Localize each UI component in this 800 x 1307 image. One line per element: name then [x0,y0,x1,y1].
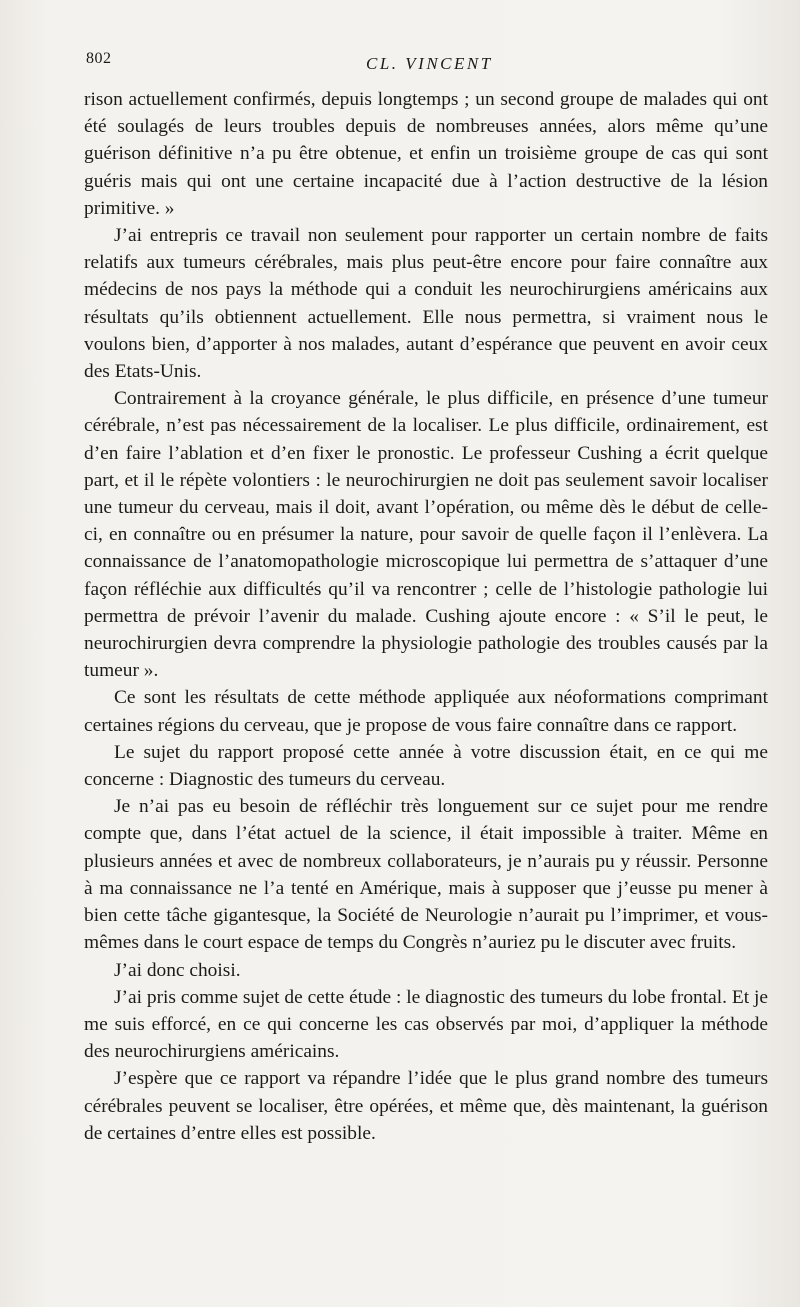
paragraph-continuation: rison actuellement confirmés, depuis longtemps ; un second groupe de malades qui ont été soulagés de leurs troubles depuis de nombreuses années, alors même qu’une guérison définitive n’a pu être obtenue, et enfin un troisième groupe de cas qui sont guéris mais qui ont une certaine incapacité due à l’action destructive de la lésion primitive. » [84,89,768,219]
paragraph-choice: J’ai donc choisi. [114,959,241,981]
paragraph-purpose: J’ai entrepris ce travail non seulement pour rapporter un certain nombre de faits relatifs aux tumeurs cérébrales, mais plus peut-être encore pour faire connaître aux médecins de nos pays la méthode qui a conduit les neurochirurgiens américains aux résultats qu’ils obtiennent actuellement. Elle nous permettra, si vraiment nous le voulons bien, d’apporter à nos malades, autant d’espérance que peuvent en avoir ceux des Etats-Unis. [84,225,768,383]
paragraph-frontal-lobe: J’ai pris comme sujet de cette étude : le diagnostic des tumeurs du lobe frontal. Et je me suis efforcé, en ce qui concerne les cas observés par moi, d’appliquer la méthode des neurochirurgiens américains. [84,986,768,1063]
paragraph-subject: Le sujet du rapport proposé cette année à votre discussion était, en ce qui me concerne : Diagnostic des tumeurs du cerveau. [84,741,768,791]
paragraph-results: Ce sont les résultats de cette méthode appliquée aux néoformations comprimant certaines régions du cerveau, que je propose de vous faire connaître dans ce rapport. [84,687,768,736]
paragraph-cushing-method: Contrairement à la croyance générale, le plus difficile, en présence d’une tumeur cérébrale, n’est pas nécessairement de la localiser. Le plus difficile, ordinairement, est d’en faire l’ablation et d’en fixer le pronostic. Le professeur Cushing a écrit quelque part, et il le répète volontiers : le neurochirurgien ne doit pas seulement savoir localiser une tumeur du cerveau, mais il doit, avant l’opération, ou même dès le début de celle-ci, en connaître ou en présumer la nature, pour savoir de quelle façon il l’enlèvera. La connaissance de l’anatomopathologie microscopique lui permettra de s’attaquer d’une façon réfléchie aux difficultés qu’il va rencontrer ; celle de l’histologie pathologie lui permettra de prévoir l’avenir du malade. Cushing ajoute encore : « S’il le peut, le neurochirurgien devra comprendre la physiologie pathologie des troubles causés par la tumeur ». [84,388,768,682]
paragraph-hope: J’espère que ce rapport va répandre l’idée que le plus grand nombre des tumeurs cérébrales peuvent se localiser, être opérées, et même que, dès maintenant, la guérison de certaines d’entre elles est possible. [84,1068,768,1144]
body-text [84,86,768,1147]
paragraph-impossible-task: Je n’ai pas eu besoin de réfléchir très longuement sur ce sujet pour me rendre compte que, dans l’état actuel de la science, il était impossible à traiter. Même en plusieurs années et avec de nombreux collaborateurs, je n’aurais pu y réussir. Personne à ma connaissance ne l’a tenté en Amérique, mais à supposer que j’eusse pu mener à bien cette tâche gigantesque, la Société de Neurologie n’aurait pu l’imprimer, et vous-mêmes dans le court espace de temps du Congrès n’auriez pu le discuter avec fruits. [84,796,768,954]
running-title: CL. VINCENT [366,54,493,73]
page-number: 802 [86,50,112,67]
page-header [86,48,776,76]
